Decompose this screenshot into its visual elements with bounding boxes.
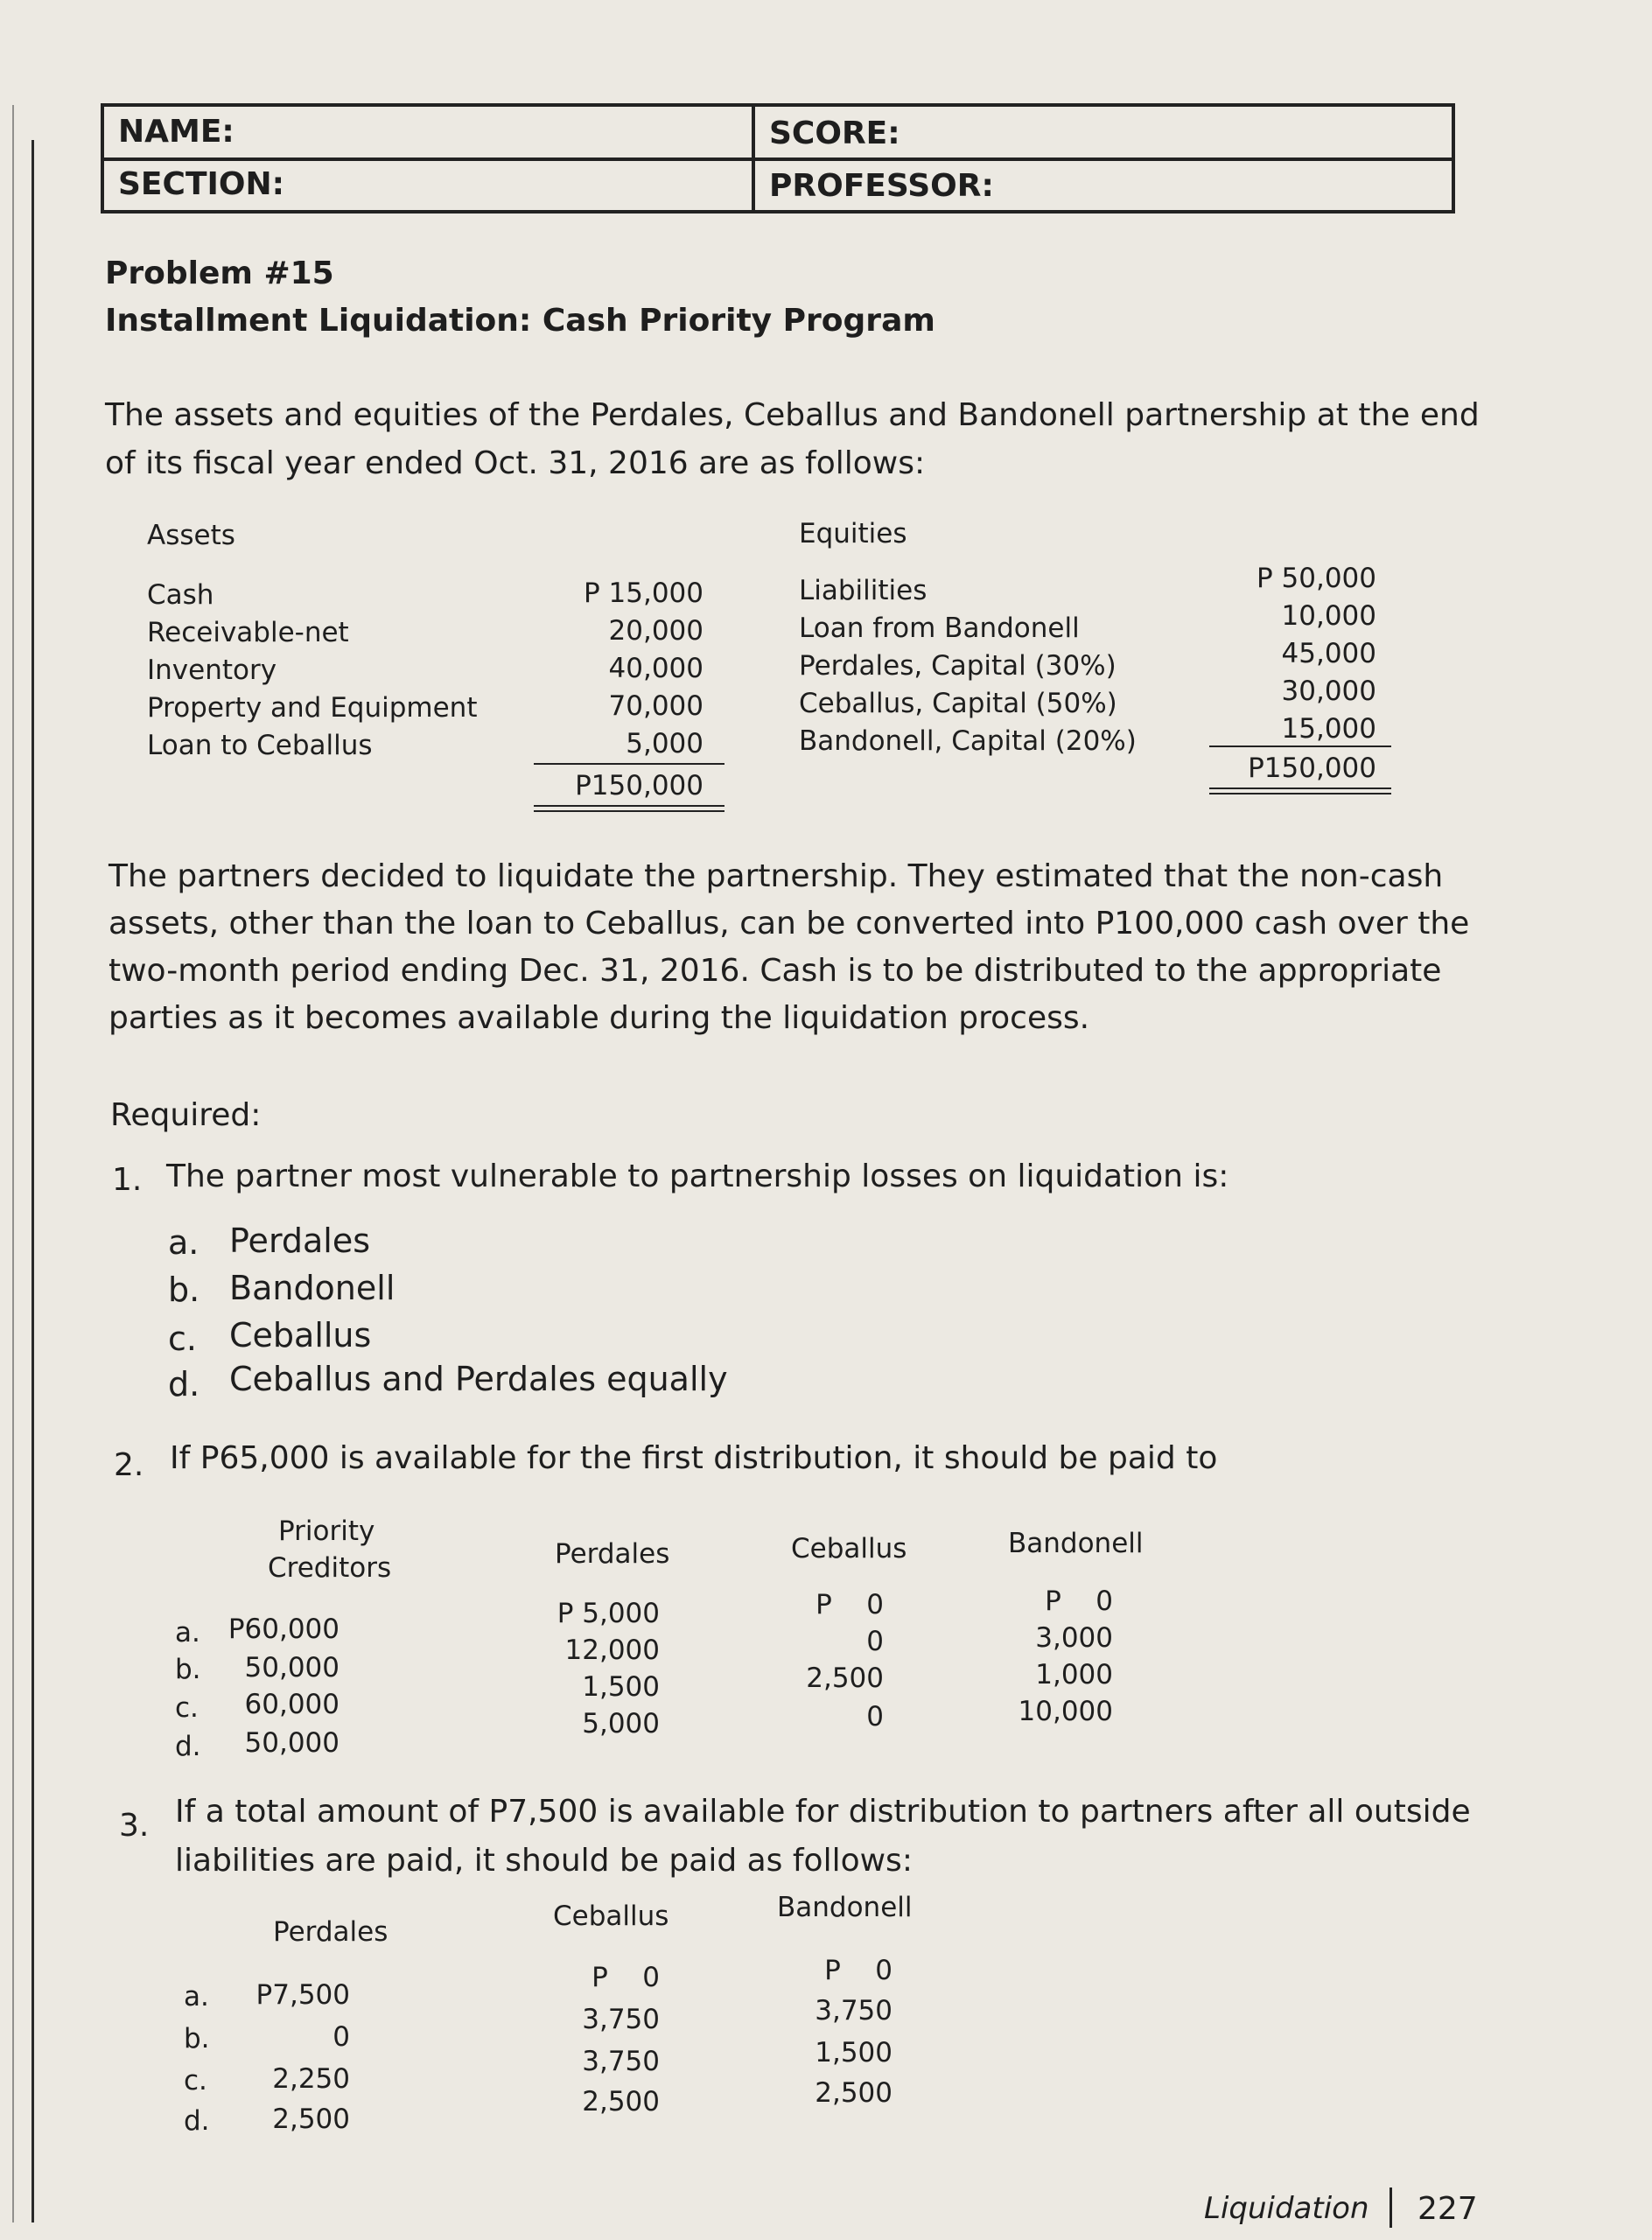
q3-row-letter: a.	[184, 1981, 209, 2012]
equity-value: 10,000	[1281, 600, 1376, 632]
liquidation-paragraph-line-4: parties as it becomes available during the liquidation process.	[108, 1000, 1090, 1036]
q2-ceballus-value: 2,500	[806, 1662, 884, 1694]
assets-total-rule	[534, 805, 724, 807]
intro-line-2: of its fiscal year ended Oct. 31, 2016 are as follows:	[105, 445, 926, 481]
q2-bandonell-value: 10,000	[1018, 1696, 1113, 1727]
equities-total: P150,000	[1248, 752, 1376, 784]
q2-bandonell-value: 3,000	[1035, 1622, 1113, 1654]
q1-option-text: Bandonell	[229, 1269, 396, 1307]
equity-value: P 50,000	[1256, 563, 1376, 594]
footer-section-name: Liquidation	[1204, 2191, 1369, 2226]
q3-ceballus-value: P 0	[592, 1962, 660, 1993]
q2-col-priority-line-2: Creditors	[268, 1552, 392, 1584]
asset-label: Cash	[147, 579, 214, 611]
q2-priority-value: P60,000	[228, 1614, 340, 1645]
q1-option-text: Ceballus	[229, 1316, 372, 1354]
q3-col-ceballus: Ceballus	[553, 1900, 669, 1932]
assets-total: P150,000	[575, 770, 704, 802]
q1-option-letter: d.	[168, 1365, 200, 1404]
q3-bandonell-value: 1,500	[815, 2037, 892, 2068]
professor-label: PROFESSOR:	[769, 168, 994, 204]
q3-perdales-value: P7,500	[256, 1979, 350, 2011]
q2-row-letter: c.	[175, 1692, 199, 1724]
asset-value: 5,000	[626, 728, 704, 760]
asset-value: 70,000	[608, 690, 704, 722]
equity-value: 15,000	[1281, 713, 1376, 745]
q3-bandonell-value: P 0	[824, 1955, 892, 1986]
page-binding-edge	[12, 105, 14, 2222]
q3-col-perdales: Perdales	[273, 1916, 388, 1948]
liquidation-paragraph-line-2: assets, other than the loan to Ceballus, can be converted into P100,000 cash over the	[108, 906, 1470, 942]
q1-option-text: Perdales	[229, 1222, 371, 1260]
equity-value: 30,000	[1281, 676, 1376, 707]
q3-perdales-value: 0	[332, 2021, 350, 2053]
q1-option-letter: c.	[168, 1320, 197, 1358]
q3-line-1: If a total amount of P7,500 is available for distribution to partners after all outside	[175, 1794, 1471, 1830]
q3-row-letter: d.	[184, 2105, 210, 2137]
footer-divider	[1390, 2188, 1392, 2228]
q3-row-letter: b.	[184, 2023, 210, 2054]
q3-line-2: liabilities are paid, it should be paid as follows:	[175, 1843, 913, 1879]
name-label: NAME:	[118, 114, 234, 150]
q2-ceballus-value: P 0	[816, 1589, 884, 1620]
q2-text: If P65,000 is available for the first distribution, it should be paid to	[170, 1440, 1218, 1476]
liquidation-paragraph-line-3: two-month period ending Dec. 31, 2016. Cash is to be distributed to the appropriate	[108, 953, 1442, 989]
q2-col-ceballus: Ceballus	[791, 1533, 907, 1564]
equity-label: Bandonell, Capital (20%)	[799, 725, 1137, 757]
q2-bandonell-value: P 0	[1045, 1586, 1113, 1617]
q3-ceballus-value: 3,750	[582, 2004, 660, 2035]
q2-col-perdales: Perdales	[555, 1538, 670, 1570]
equities-total-rule	[1209, 788, 1391, 789]
problem-subtitle: Installment Liquidation: Cash Priority Program	[105, 303, 935, 339]
q3-ceballus-value: 3,750	[582, 2046, 660, 2077]
q1-option-letter: b.	[168, 1270, 200, 1309]
q3-bandonell-value: 2,500	[815, 2077, 892, 2109]
q1-option-letter: a.	[168, 1223, 200, 1262]
q2-row-letter: a.	[175, 1617, 200, 1648]
equities-subtotal-rule	[1209, 746, 1391, 747]
q2-perdales-value: 1,500	[582, 1671, 660, 1703]
intro-line-1: The assets and equities of the Perdales, Ceballus and Bandonell partnership at the end	[105, 397, 1480, 433]
q2-row-letter: b.	[175, 1654, 201, 1685]
q3-bandonell-value: 3,750	[815, 1995, 892, 2026]
q2-col-priority-line-1: Priority	[278, 1516, 375, 1547]
q2-perdales-value: 12,000	[564, 1634, 660, 1666]
q2-bandonell-value: 1,000	[1035, 1659, 1113, 1690]
q2-ceballus-value: 0	[866, 1626, 884, 1657]
liquidation-paragraph-line-1: The partners decided to liquidate the partnership. They estimated that the non-cash	[108, 858, 1444, 894]
q3-ceballus-value: 2,500	[582, 2086, 660, 2118]
q2-priority-value: 50,000	[244, 1652, 340, 1684]
q3-col-bandonell: Bandonell	[777, 1892, 913, 1923]
q1-option-text: Ceballus and Perdales equally	[229, 1360, 728, 1398]
asset-label: Loan to Ceballus	[147, 730, 373, 761]
q3-row-letter: c.	[184, 2065, 207, 2096]
q3-number: 3.	[119, 1808, 150, 1844]
asset-value: 20,000	[608, 615, 704, 647]
q2-perdales-value: 5,000	[582, 1708, 660, 1740]
q1-number: 1.	[112, 1162, 143, 1198]
q2-perdales-value: P 5,000	[556, 1598, 660, 1629]
student-info-box	[101, 103, 1455, 214]
q2-priority-value: 50,000	[244, 1727, 340, 1759]
q2-ceballus-value: 0	[866, 1701, 884, 1732]
q2-priority-value: 60,000	[244, 1689, 340, 1720]
asset-label: Receivable-net	[147, 617, 349, 648]
equity-label: Ceballus, Capital (50%)	[799, 688, 1117, 719]
assets-subtotal-rule	[534, 763, 724, 765]
required-label: Required:	[110, 1097, 262, 1133]
asset-value: 40,000	[608, 653, 704, 684]
asset-label: Inventory	[147, 654, 277, 686]
section-label: SECTION:	[118, 166, 285, 202]
equity-label: Liabilities	[799, 575, 928, 606]
q2-number: 2.	[114, 1447, 144, 1483]
q3-perdales-value: 2,500	[272, 2104, 350, 2135]
asset-value: P 15,000	[583, 578, 704, 609]
q3-perdales-value: 2,250	[272, 2063, 350, 2095]
assets-header: Assets	[147, 520, 235, 551]
equity-label: Loan from Bandonell	[799, 612, 1080, 644]
asset-label: Property and Equipment	[147, 692, 478, 724]
score-label: SCORE:	[769, 116, 900, 151]
problem-number: Problem #15	[105, 256, 334, 291]
q1-text: The partner most vulnerable to partnership losses on liquidation is:	[166, 1158, 1229, 1194]
q2-row-letter: d.	[175, 1731, 201, 1762]
q2-col-bandonell: Bandonell	[1008, 1528, 1144, 1559]
equity-value: 45,000	[1281, 638, 1376, 669]
equity-label: Perdales, Capital (30%)	[799, 650, 1116, 682]
page-margin-line	[32, 140, 34, 2222]
equities-header: Equities	[799, 518, 907, 550]
page-number: 227	[1418, 2191, 1478, 2227]
